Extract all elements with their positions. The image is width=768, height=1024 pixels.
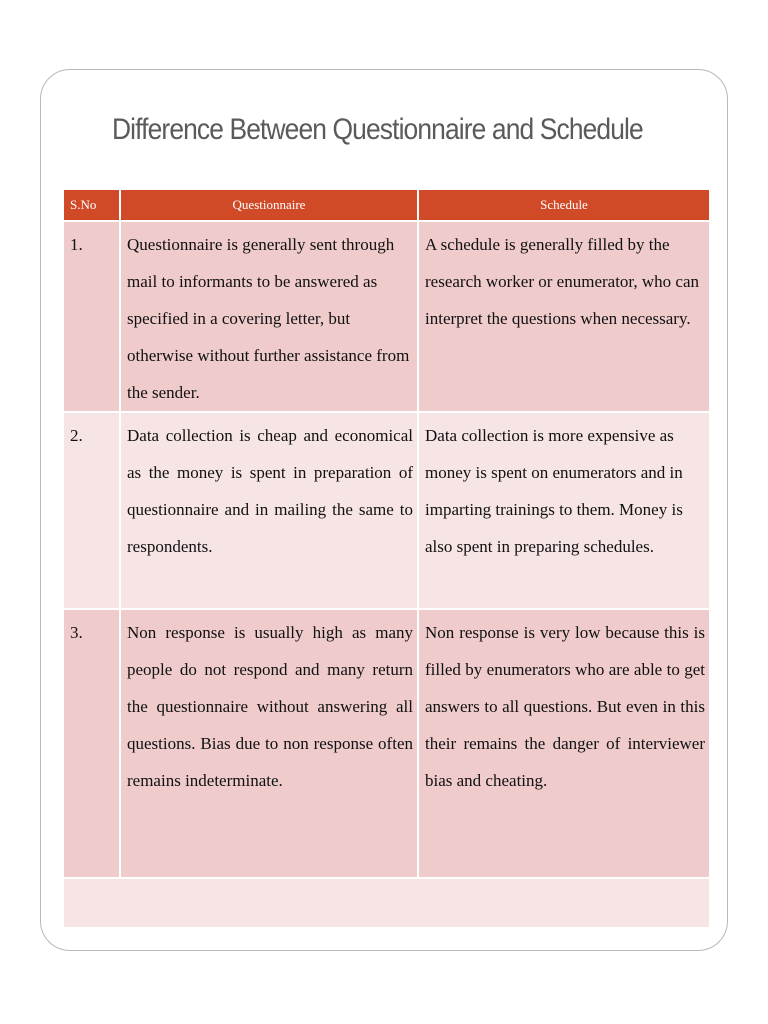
row-number: 3. xyxy=(64,609,120,878)
row-number: 2. xyxy=(64,412,120,609)
questionnaire-cell: Questionnaire is generally sent through mail to informants to be answered as specified in a covering letter, but otherwise without further assistance from the sender. xyxy=(120,221,418,412)
questionnaire-cell: Non response is usually high as many people do not respond and many return the questionnaire without answering all questions. Bias due to non response often remains indeterminate. xyxy=(120,609,418,878)
header-sno: S.No xyxy=(64,190,120,221)
table-row xyxy=(64,609,710,878)
schedule-cell: A schedule is generally filled by the research worker or enumerator, who can interpret the questions when necessary. xyxy=(418,221,710,412)
table-header-row xyxy=(64,190,710,221)
schedule-cell: Non response is very low because this is filled by enumerators who are able to get answers to all questions. But even in this their remains the danger of interviewer bias and cheating. xyxy=(418,609,710,878)
table-row xyxy=(64,221,710,412)
empty-row xyxy=(64,878,710,928)
empty-cell xyxy=(64,878,710,928)
row-number: 1. xyxy=(64,221,120,412)
slide-title: Difference Between Questionnaire and Schedule xyxy=(112,113,643,146)
questionnaire-cell: Data collection is cheap and economical as the money is spent in preparation of questionnaire and in mailing the same to respondents. xyxy=(120,412,418,609)
header-schedule: Schedule xyxy=(418,190,710,221)
header-questionnaire: Questionnaire xyxy=(120,190,418,221)
schedule-cell: Data collection is more expensive as money is spent on enumerators and in imparting trainings to them. Money is also spent in preparing schedules. xyxy=(418,412,710,609)
comparison-table xyxy=(64,190,711,929)
table-row xyxy=(64,412,710,609)
